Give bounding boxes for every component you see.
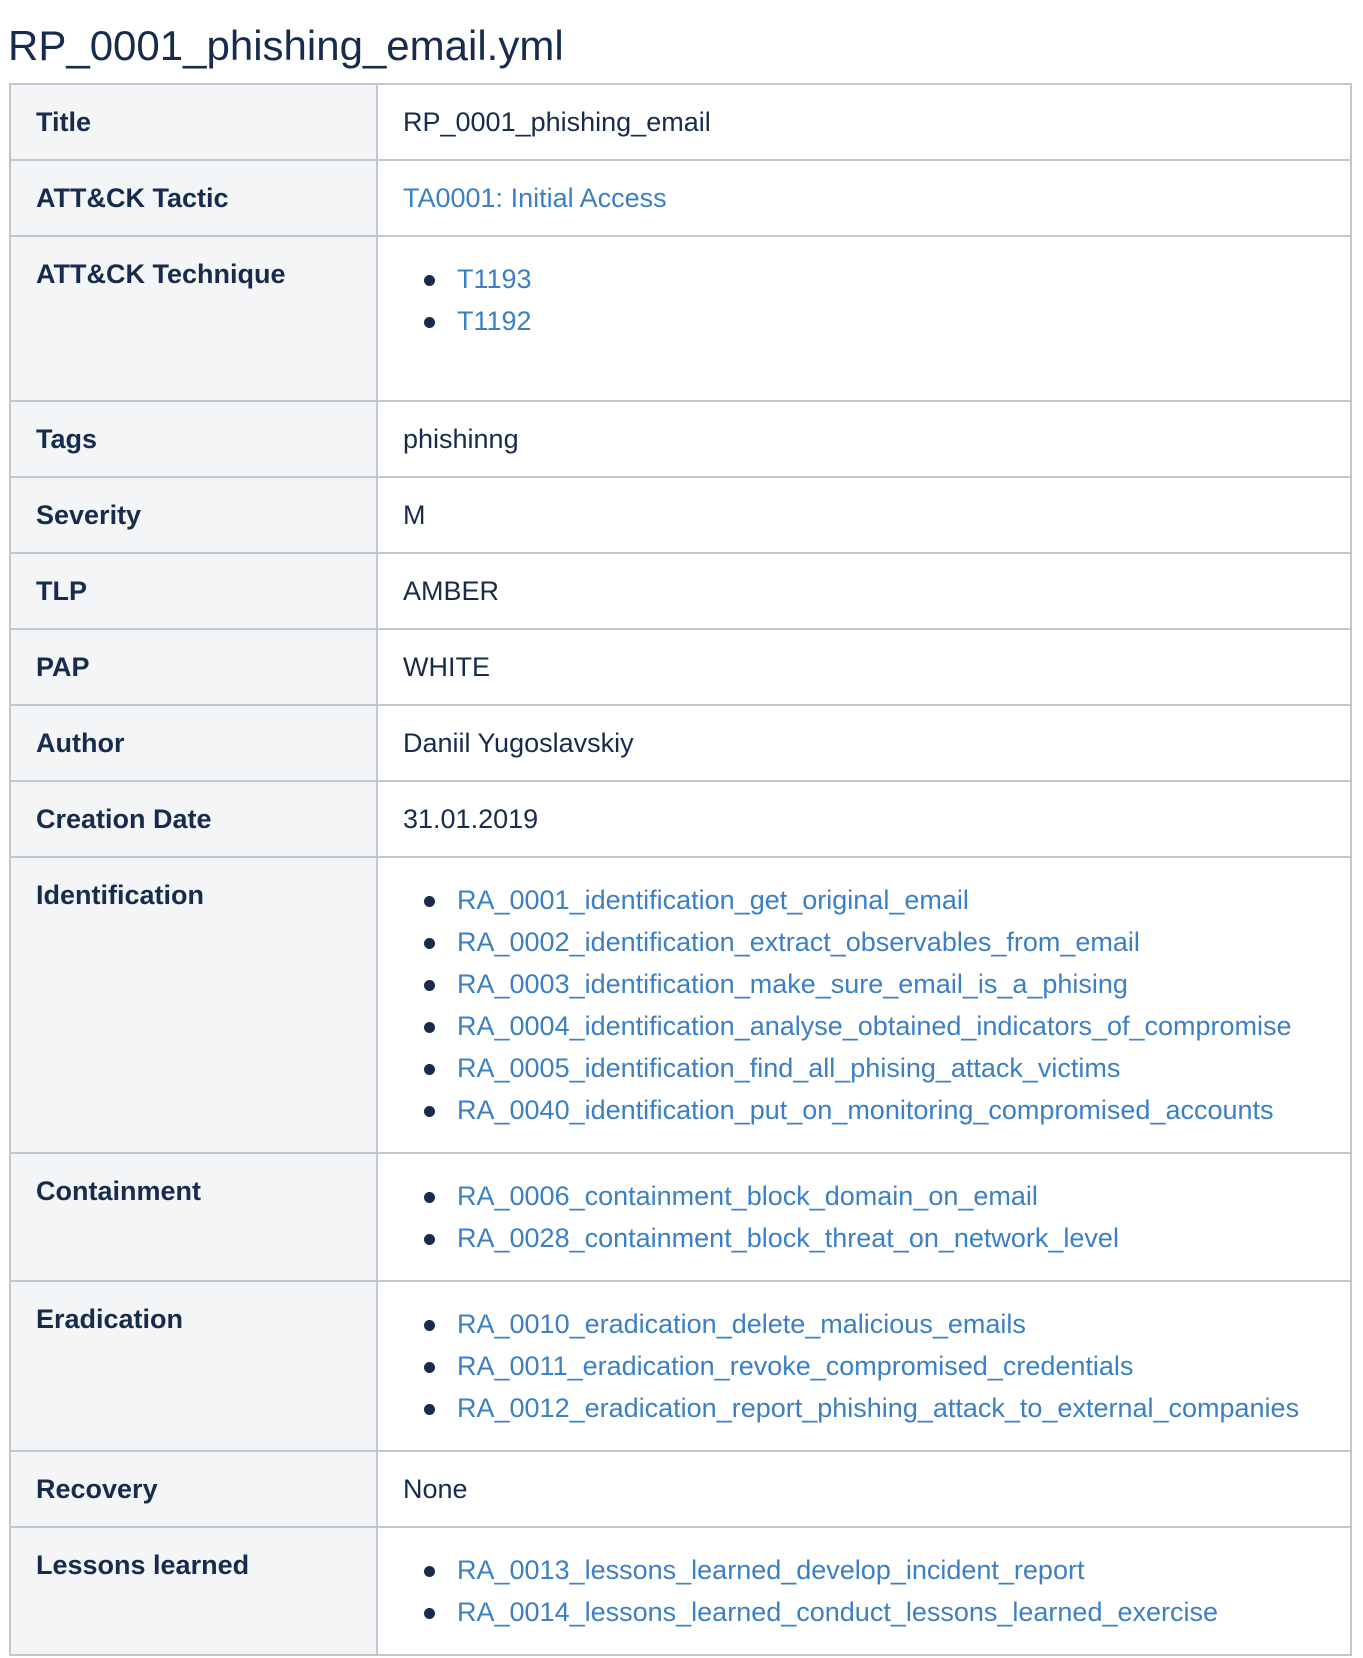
row-value-author: Daniil Yugoslavskiy bbox=[377, 705, 1351, 781]
row-label-recovery: Recovery bbox=[10, 1451, 377, 1527]
table-row bbox=[10, 1153, 1351, 1281]
table-row bbox=[10, 781, 1351, 857]
row-value-title: RP_0001_phishing_email bbox=[377, 84, 1351, 160]
lessons-learned-link[interactable]: RA_0014_lessons_learned_conduct_lessons_learned_exercise bbox=[457, 1597, 1219, 1627]
row-label-pap: PAP bbox=[10, 629, 377, 705]
table-row bbox=[10, 477, 1351, 553]
lessons-learned-list bbox=[403, 1549, 1340, 1633]
row-value-lessons-learned bbox=[377, 1527, 1351, 1655]
identification-link[interactable]: RA_0003_identification_make_sure_email_is_a_phising bbox=[457, 969, 1128, 999]
identification-link[interactable]: RA_0002_identification_extract_observables_from_email bbox=[457, 927, 1140, 957]
list-item bbox=[403, 1089, 1340, 1131]
list-item bbox=[403, 1387, 1340, 1429]
lessons-learned-link[interactable]: RA_0013_lessons_learned_develop_incident_report bbox=[457, 1555, 1085, 1585]
row-label-technique: ATT&CK Technique bbox=[10, 236, 377, 401]
list-item bbox=[403, 963, 1340, 1005]
list-item bbox=[403, 1303, 1340, 1345]
row-value-tlp: AMBER bbox=[377, 553, 1351, 629]
table-row bbox=[10, 553, 1351, 629]
properties-table bbox=[9, 83, 1352, 1656]
row-label-eradication: Eradication bbox=[10, 1281, 377, 1451]
row-value-identification bbox=[377, 857, 1351, 1153]
technique-list bbox=[403, 258, 1340, 342]
row-label-severity: Severity bbox=[10, 477, 377, 553]
identification-list bbox=[403, 879, 1340, 1131]
technique-link[interactable]: T1193 bbox=[457, 264, 532, 294]
row-label-creation-date: Creation Date bbox=[10, 781, 377, 857]
row-label-tactic: ATT&CK Tactic bbox=[10, 160, 377, 236]
containment-list bbox=[403, 1175, 1340, 1259]
list-item bbox=[403, 258, 1340, 300]
list-item bbox=[403, 1005, 1340, 1047]
row-value-tags: phishinng bbox=[377, 401, 1351, 477]
row-value-recovery: None bbox=[377, 1451, 1351, 1527]
row-label-author: Author bbox=[10, 705, 377, 781]
list-item bbox=[403, 1047, 1340, 1089]
row-label-identification: Identification bbox=[10, 857, 377, 1153]
technique-link[interactable]: T1192 bbox=[457, 306, 532, 336]
row-value-severity: M bbox=[377, 477, 1351, 553]
containment-link[interactable]: RA_0028_containment_block_threat_on_network_level bbox=[457, 1223, 1119, 1253]
identification-link[interactable]: RA_0004_identification_analyse_obtained_indicators_of_compromise bbox=[457, 1011, 1292, 1041]
identification-link[interactable]: RA_0040_identification_put_on_monitoring_compromised_accounts bbox=[457, 1095, 1274, 1125]
table-row bbox=[10, 84, 1351, 160]
row-label-title: Title bbox=[10, 84, 377, 160]
table-row bbox=[10, 857, 1351, 1153]
list-item bbox=[403, 1591, 1340, 1633]
table-row bbox=[10, 1281, 1351, 1451]
list-item bbox=[403, 921, 1340, 963]
table-row bbox=[10, 1527, 1351, 1655]
eradication-link[interactable]: RA_0011_eradication_revoke_compromised_credentials bbox=[457, 1351, 1134, 1381]
row-label-tags: Tags bbox=[10, 401, 377, 477]
identification-link[interactable]: RA_0005_identification_find_all_phising_attack_victims bbox=[457, 1053, 1121, 1083]
table-row bbox=[10, 629, 1351, 705]
eradication-list bbox=[403, 1303, 1340, 1429]
row-value-technique bbox=[377, 236, 1351, 401]
table-row bbox=[10, 160, 1351, 236]
eradication-link[interactable]: RA_0010_eradication_delete_malicious_emails bbox=[457, 1309, 1026, 1339]
row-value-pap: WHITE bbox=[377, 629, 1351, 705]
page-title: RP_0001_phishing_email.yml bbox=[8, 22, 564, 69]
row-label-tlp: TLP bbox=[10, 553, 377, 629]
list-item bbox=[403, 1217, 1340, 1259]
row-label-lessons-learned: Lessons learned bbox=[10, 1527, 377, 1655]
row-value-creation-date: 31.01.2019 bbox=[377, 781, 1351, 857]
table-row bbox=[10, 705, 1351, 781]
list-item bbox=[403, 1345, 1340, 1387]
identification-link[interactable]: RA_0001_identification_get_original_email bbox=[457, 885, 969, 915]
list-item bbox=[403, 1175, 1340, 1217]
list-item bbox=[403, 879, 1340, 921]
table-row bbox=[10, 401, 1351, 477]
table-row bbox=[10, 236, 1351, 401]
row-value-tactic bbox=[377, 160, 1351, 236]
table-row bbox=[10, 1451, 1351, 1527]
tactic-link[interactable]: TA0001: Initial Access bbox=[403, 183, 667, 213]
list-item bbox=[403, 1549, 1340, 1591]
row-label-containment: Containment bbox=[10, 1153, 377, 1281]
row-value-eradication bbox=[377, 1281, 1351, 1451]
eradication-link[interactable]: RA_0012_eradication_report_phishing_attack_to_external_companies bbox=[457, 1393, 1300, 1423]
list-item bbox=[403, 300, 1340, 342]
row-value-containment bbox=[377, 1153, 1351, 1281]
containment-link[interactable]: RA_0006_containment_block_domain_on_email bbox=[457, 1181, 1038, 1211]
